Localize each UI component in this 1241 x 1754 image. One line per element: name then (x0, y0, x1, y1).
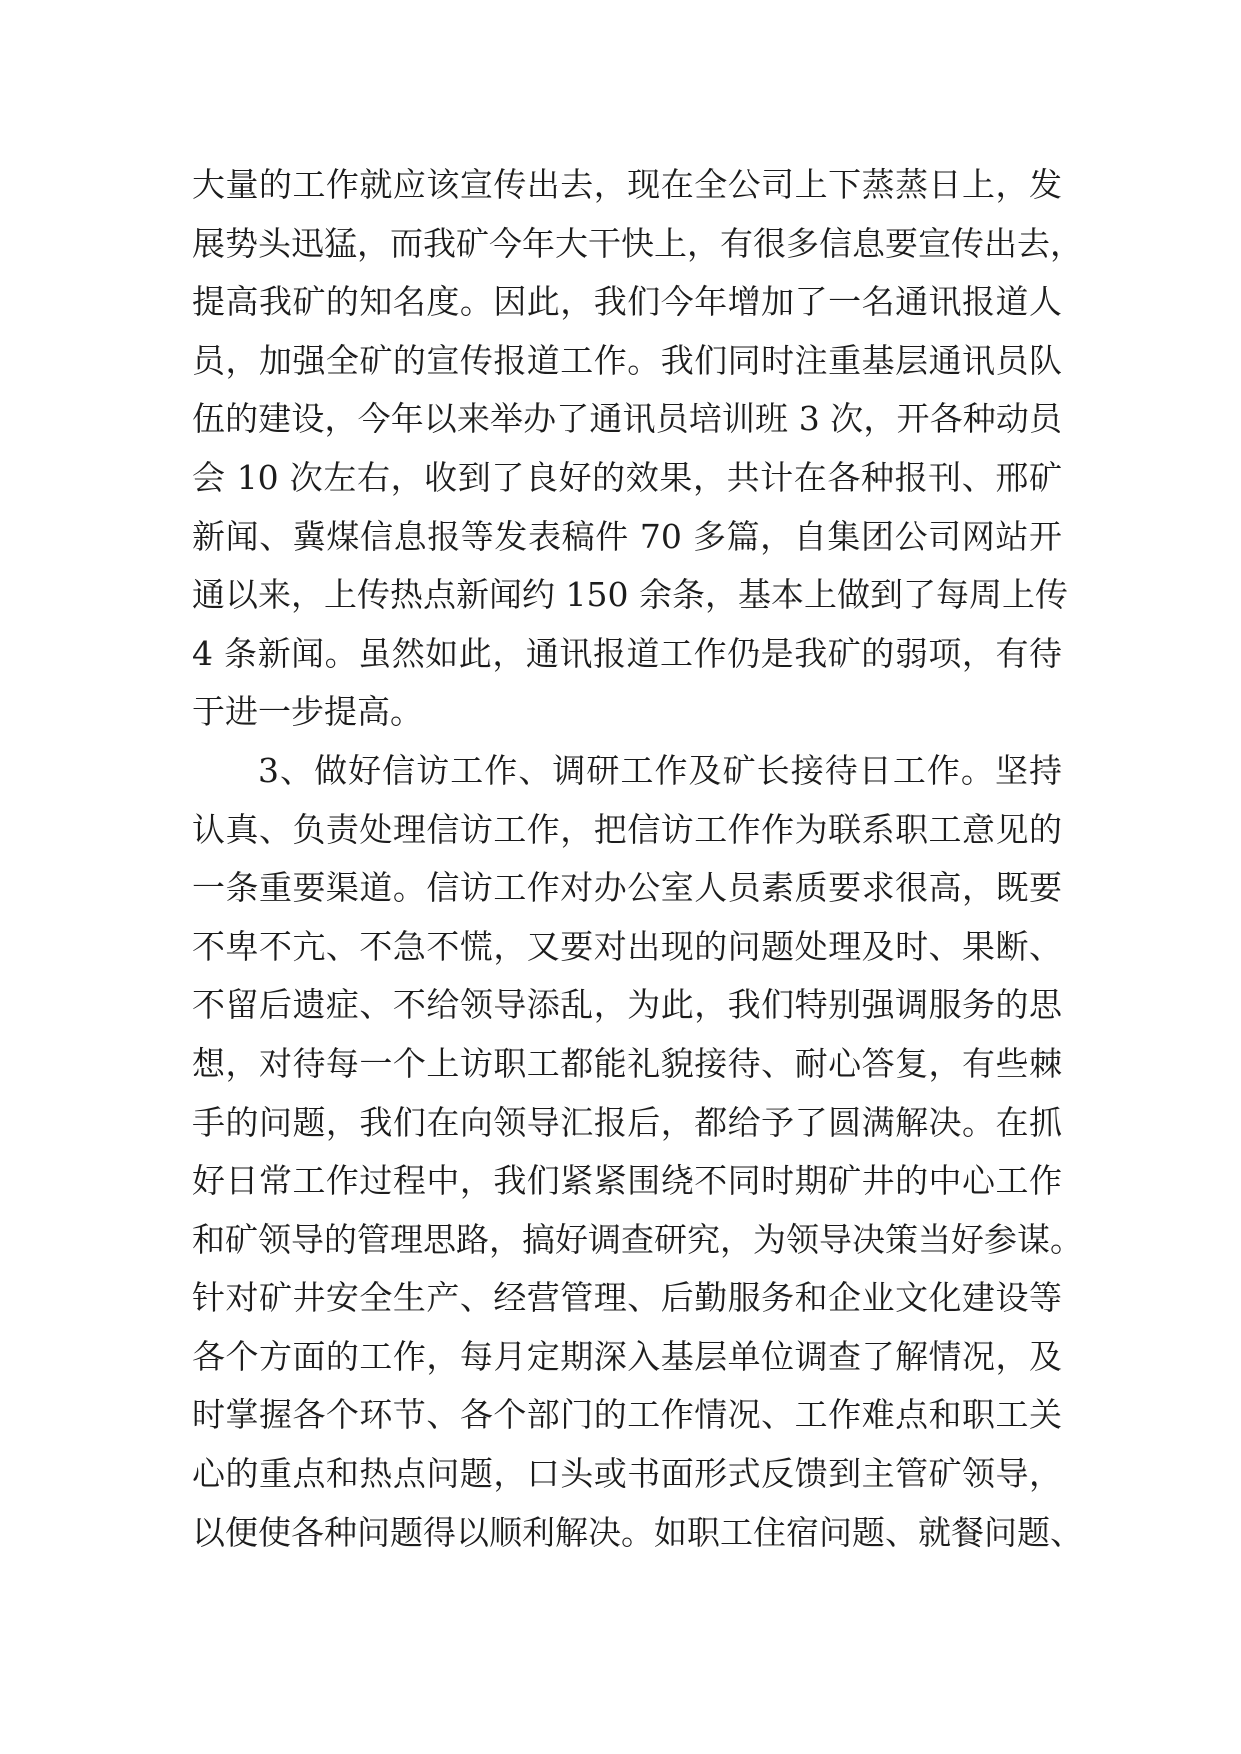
text-line: 伍的建设，今年以来举办了通讯员培训班 3 次，开各种动员 (192, 399, 1062, 439)
text-line: 新闻、冀煤信息报等发表稿件 70 多篇，自集团公司网站开 (192, 516, 1062, 556)
text-line: 员，加强全矿的宣传报道工作。我们同时注重基层通讯员队 (192, 340, 1062, 380)
text-line: 时掌握各个环节、各个部门的工作情况、工作难点和职工关 (192, 1395, 1062, 1435)
text-line: 好日常工作过程中，我们紧紧围绕不同时期矿井的中心工作 (192, 1161, 1062, 1201)
text-line: 通以来，上传热点新闻约 150 余条，基本上做到了每周上传 (192, 575, 1068, 615)
text-line: 针对矿井安全生产、经营管理、后勤服务和企业文化建设等 (192, 1278, 1062, 1318)
paragraph-start-line: 3、做好信访工作、调研工作及矿长接待日工作。坚持 (258, 750, 1062, 790)
text-line: 不留后遗症、不给领导添乱，为此，我们特别强调服务的思 (192, 985, 1062, 1025)
text-line: 一条重要渠道。信访工作对办公室人员素质要求很高，既要 (192, 868, 1062, 908)
text-line: 想，对待每一个上访职工都能礼貌接待、耐心答复，有些棘 (192, 1043, 1062, 1083)
paragraph-end-line: 于进一步提高。 (192, 692, 423, 732)
text-line: 和矿领导的管理思路，搞好调查研究，为领导决策当好参谋。 (192, 1219, 1083, 1259)
text-line: 认真、负责处理信访工作，把信访工作作为联系职工意见的 (192, 809, 1062, 849)
text-line: 会 10 次左右，收到了良好的效果，共计在各种报刊、邢矿 (192, 457, 1062, 497)
text-line: 提高我矿的知名度。因此，我们今年增加了一名通讯报道人 (192, 282, 1062, 322)
text-line: 4 条新闻。虽然如此，通讯报道工作仍是我矿的弱项，有待 (192, 633, 1062, 673)
document-body (192, 156, 1083, 1562)
text-line: 大量的工作就应该宣传出去，现在全公司上下蒸蒸日上，发 (192, 165, 1062, 204)
text-line: 手的问题，我们在向领导汇报后，都给予了圆满解决。在抓 (192, 1102, 1062, 1142)
text-line: 不卑不亢、不急不慌，又要对出现的问题处理及时、果断、 (192, 926, 1062, 966)
text-line: 各个方面的工作，每月定期深入基层单位调查了解情况，及 (192, 1336, 1062, 1376)
text-line: 心的重点和热点问题，口头或书面形式反馈到主管矿领导， (192, 1454, 1062, 1494)
text-line: 展势头迅猛，而我矿今年大干快上，有很多信息要宣传出去， (192, 223, 1083, 263)
text-line: 以便使各种问题得以顺利解决。如职工住宿问题、就餐问题、 (192, 1512, 1083, 1552)
